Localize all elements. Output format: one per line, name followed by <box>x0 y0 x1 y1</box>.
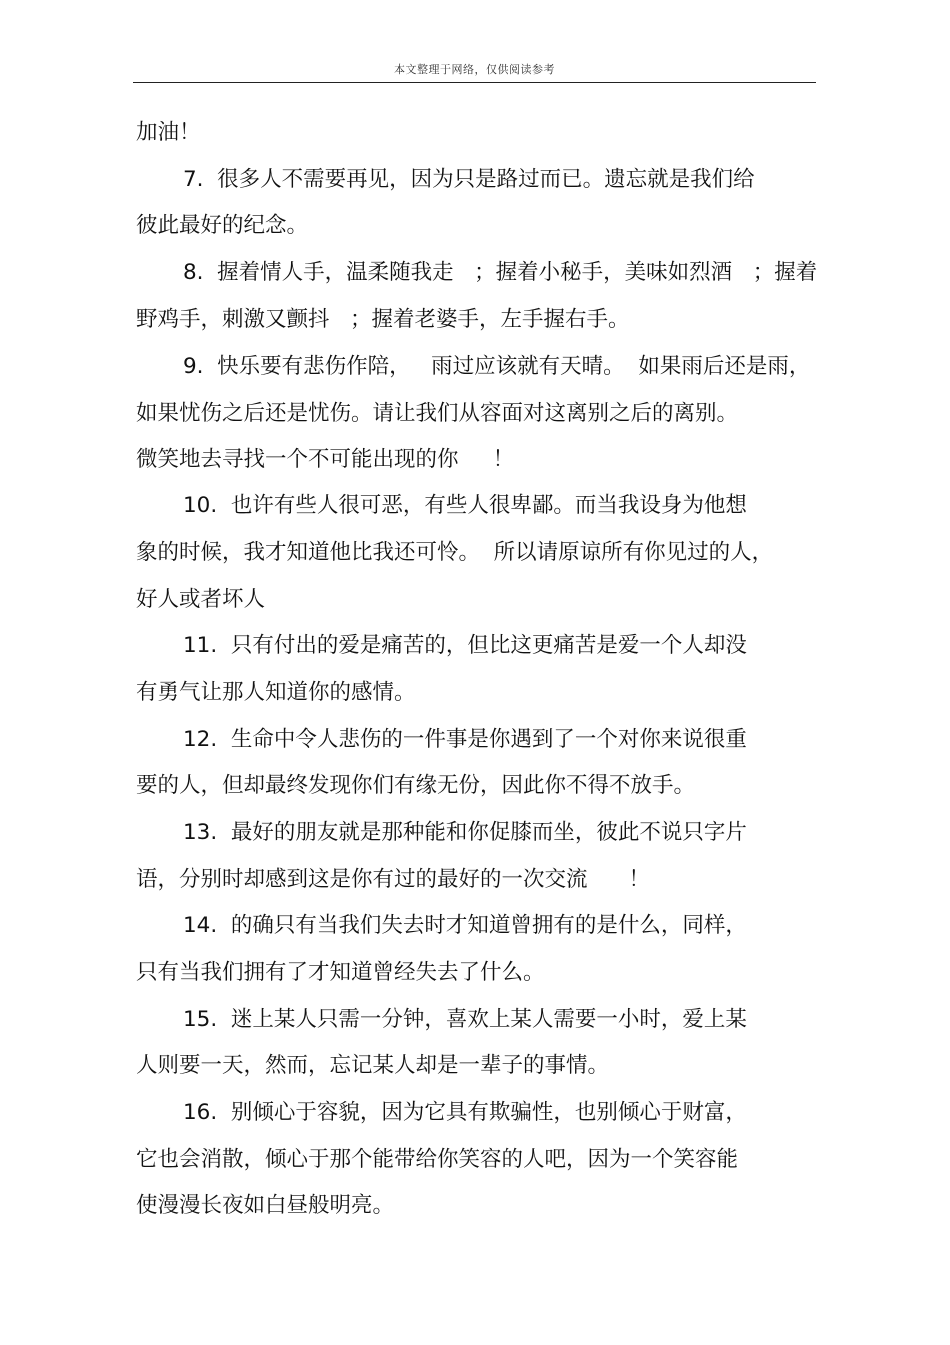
text-line: 如果忧伤之后还是忧伤。请让我们从容面对这离别之后的离别。 <box>136 401 739 426</box>
text-line: 人则要一天，然而，忘记某人却是一辈子的事情。 <box>136 1053 610 1078</box>
text-line: 它也会消散，倾心于那个能带给你笑容的人吧，因为一个笑容能 <box>136 1147 739 1172</box>
text-line: 微笑地去寻找一个不可能出现的你 ！ <box>136 447 515 472</box>
text-line: 使漫漫长夜如白昼般明亮。 <box>136 1193 395 1218</box>
text-line: 14. 的确只有当我们失去时才知道曾拥有的是什么，同样， <box>183 913 747 938</box>
text-line: 9. 快乐要有悲伤作陪， 雨过应该就有天晴。 如果雨后还是雨， <box>183 354 811 379</box>
text-line: 象的时候，我才知道他比我还可怜。 所以请原谅所有你见过的人， <box>136 540 774 565</box>
page-header <box>133 56 816 83</box>
text-line: 语，分别时却感到这是你有过的最好的一次交流 ！ <box>136 867 651 892</box>
text-line: 11. 只有付出的爱是痛苦的，但比这更痛苦是爱一个人却没 <box>183 633 747 658</box>
text-line: 好人或者坏人 <box>136 587 266 612</box>
text-line: 只有当我们拥有了才知道曾经失去了什么。 <box>136 960 545 985</box>
text-line: 7. 很多人不需要再见，因为只是路过而已。遗忘就是我们给 <box>183 167 755 192</box>
text-line: 要的人，但却最终发现你们有缘无份，因此你不得不放手。 <box>136 773 696 798</box>
header-text: 本文整理于网络，仅供阅读参考 <box>394 63 555 76</box>
text-line: 有勇气让那人知道你的感情。 <box>136 680 416 705</box>
text-line: 15. 迷上某人只需一分钟，喜欢上某人需要一小时，爱上某 <box>183 1007 747 1032</box>
text-line: 16. 别倾心于容貌，因为它具有欺骗性，也别倾心于财富， <box>183 1100 747 1125</box>
text-line: 野鸡手，刺激又颤抖 ；握着老婆手，左手握右手。 <box>136 307 630 332</box>
text-line: 13. 最好的朋友就是那种能和你促膝而坐，彼此不说只字片 <box>183 820 747 845</box>
text-line: 8. 握着情人手，温柔随我走 ；握着小秘手，美味如烈酒 ；握着 <box>183 260 818 285</box>
text-line: 彼此最好的纪念。 <box>136 213 309 238</box>
text-line: 12. 生命中令人悲伤的一件事是你遇到了一个对你来说很重 <box>183 727 747 752</box>
text-line: 加油！ <box>136 120 201 145</box>
text-line: 10. 也许有些人很可恶，有些人很卑鄙。而当我设身为他想 <box>183 493 747 518</box>
